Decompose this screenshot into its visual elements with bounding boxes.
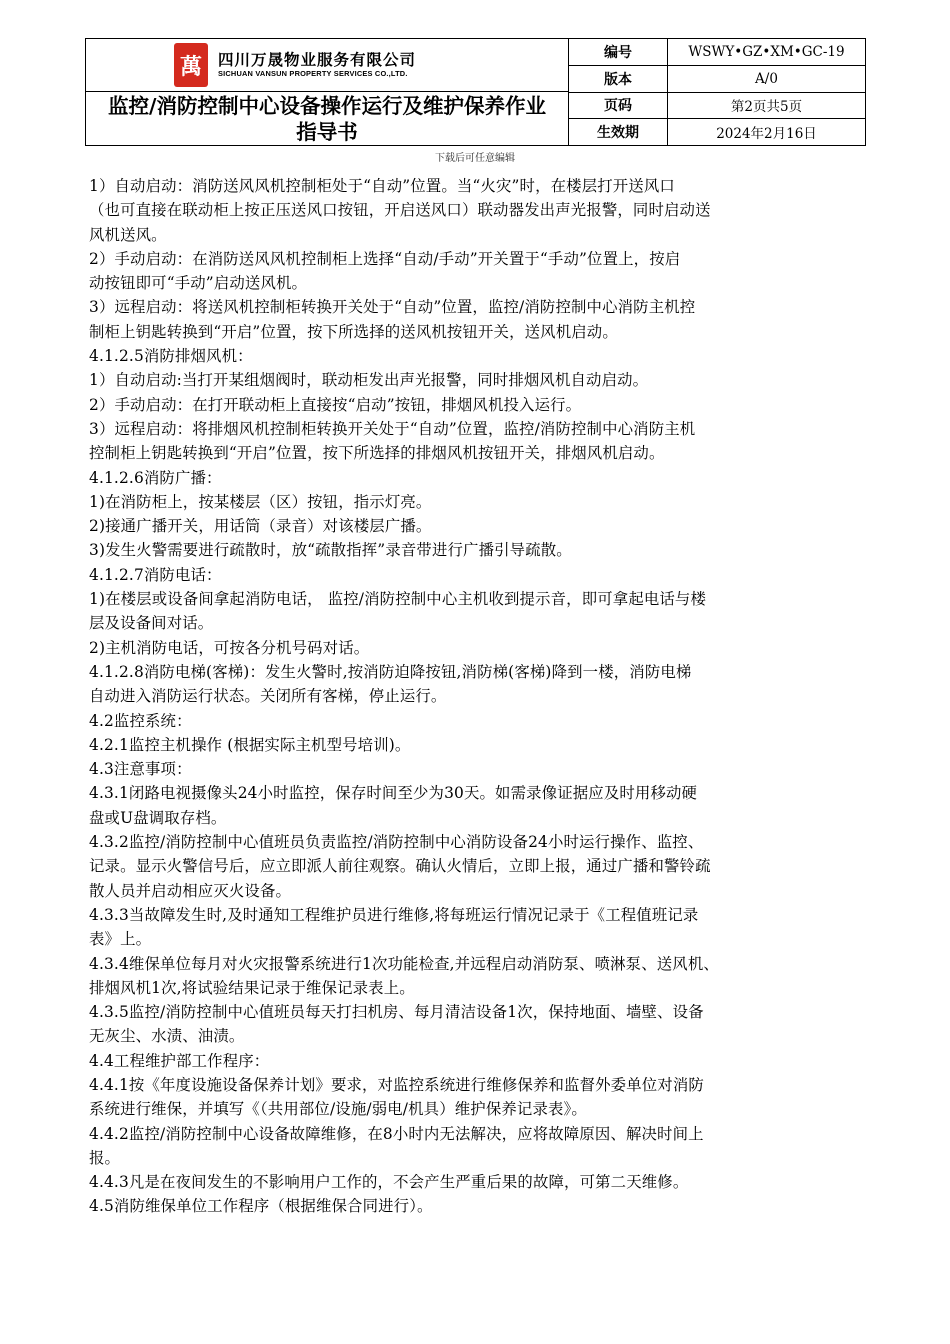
meta-value: 第2页共5页 <box>730 99 803 116</box>
meta-label: 页码 <box>569 93 668 119</box>
body-text-line: 4.3.2监控/消防控制中心值班员负责监控/消防控制中心消防设备24小时运行操作、监控、 <box>89 833 704 852</box>
body-text-line: 4.1.2.6消防广播： <box>89 468 222 487</box>
company-name-en: SICHUAN VANSUN PROPERTY SERVICES CO.,LTD. <box>218 69 408 78</box>
document-header <box>85 38 866 146</box>
body-text-line: 记录。显示火警信号后，应立即派人前往观察。确认火情后，立即上报，通过广播和警铃疏 <box>89 857 711 876</box>
body-text-line: 2)主机消防电话，可按各分机号码对话。 <box>89 638 370 657</box>
company-name-cn: 四川万晟物业服务有限公司 <box>218 51 417 69</box>
body-text-line: 3）远程启动：将排烟风机控制柜转换开关处于“自动”位置，监控/消防控制中心消防主机 <box>89 419 696 438</box>
body-text-line: 风机送风。 <box>89 225 167 244</box>
body-text-line: 表》上。 <box>89 930 152 949</box>
body-text-line: （也可直接在联动柜上按正压送风口按钮，开启送风口）联动器发出声光报警，同时启动送 <box>89 201 711 220</box>
title-row <box>86 92 568 145</box>
body-text-line: 盘或U盘调取存档。 <box>89 808 227 827</box>
body-text-line: 1)在消防柜上，按某楼层（区）按钮，指示灯亮。 <box>89 492 432 511</box>
document-body <box>89 174 861 1219</box>
body-text-line: 2)接通广播开关，用话筒（录音）对该楼层广播。 <box>89 517 432 536</box>
body-text-line: 系统进行维保，并填写《（共用部位/设施/弱电/机具）维护保养记录表》。 <box>89 1100 587 1119</box>
download-note: 下载后可任意编辑 <box>435 153 515 164</box>
body-text-line: 层及设备间对话。 <box>89 614 214 633</box>
body-text-line: 4.4.3凡是在夜间发生的不影响用户工作的，不会产生严重后果的故障，可第二天维修。 <box>89 1173 689 1192</box>
meta-value: A/0 <box>755 70 778 87</box>
body-text-line: 动按钮即可“手动”启动送风机。 <box>89 274 308 293</box>
body-text-line: 4.3注意事项： <box>89 760 192 779</box>
company-logo-icon: 萬 <box>174 43 208 87</box>
meta-value: WSWY•GZ•XM•GC-19 <box>688 43 845 60</box>
body-text-line: 4.2.1监控主机操作 (根据实际主机型号培训)。 <box>89 735 411 754</box>
body-text-line: 3）远程启动：将送风机控制柜转换开关处于“自动”位置，监控/消防控制中心消防主机控 <box>89 298 696 317</box>
body-text-line: 4.4工程维护部工作程序： <box>89 1051 270 1070</box>
meta-row-number <box>569 39 865 66</box>
body-text-line: 4.3.3当故障发生时,及时通知工程维护员进行维修,将每班运行情况记录于《工程值班记录 <box>89 905 699 924</box>
body-text-line: 4.3.5监控/消防控制中心值班员每天打扫机房、每月清洁设备1次，保持地面、墙壁、设备 <box>89 1003 704 1022</box>
body-text-line: 4.4.1按《年度设施设备保养计划》要求，对监控系统进行维修保养和监督外委单位对消防 <box>89 1075 704 1094</box>
body-text-line: 4.3.1闭路电视摄像头24小时监控，保存时间至少为30天。如需录像证据应及时用移动硬 <box>89 784 698 803</box>
company-logo-row <box>86 39 568 92</box>
meta-row-page <box>569 93 865 120</box>
body-text-line: 1）自动启动：消防送风风机控制柜处于“自动”位置。当“火灾”时，在楼层打开送风口 <box>89 177 675 195</box>
body-text-line: 无灰尘、水渍、油渍。 <box>89 1027 245 1046</box>
body-text-line: 1）自动启动:当打开某组烟阀时，联动柜发出声光报警，同时排烟风机自动启动。 <box>89 371 649 390</box>
meta-row-version <box>569 66 865 93</box>
body-text-line: 自动进入消防运行状态。关闭所有客梯，停止运行。 <box>89 687 447 706</box>
body-text-line: 4.3.4维保单位每月对火灾报警系统进行1次功能检查,并远程启动消防泵、喷淋泵、送风机、 <box>89 954 719 973</box>
document-meta-table <box>569 39 865 145</box>
body-text-line: 4.5消防维保单位工作程序（根据维保合同进行）。 <box>89 1197 433 1216</box>
body-text-line: 4.1.2.5消防排烟风机： <box>89 347 253 366</box>
body-text-line: 制柜上钥匙转换到“开启”位置，按下所选择的送风机按钮开关，送风机启动。 <box>89 322 618 341</box>
meta-value: 2024年2月16日 <box>716 126 817 143</box>
body-text-line: 4.1.2.8消防电梯(客梯)：发生火警时,按消防迫降按钮,消防梯(客梯)降到一楼，消防电梯 <box>89 662 692 681</box>
body-text-line: 4.4.2监控/消防控制中心设备故障维修，在8小时内无法解决，应将故障原因、解决时间上 <box>89 1124 704 1143</box>
body-text-line: 2）手动启动：在打开联动柜上直接按“启动”按钮，排烟风机投入运行。 <box>89 395 582 414</box>
meta-label: 生效期 <box>569 119 668 145</box>
company-name <box>218 51 416 79</box>
meta-row-effective-date <box>569 119 865 145</box>
header-left <box>86 39 569 145</box>
body-text-line: 报。 <box>89 1148 121 1167</box>
body-text-line: 4.1.2.7消防电话： <box>89 565 222 584</box>
body-text-line: 3)发生火警需要进行疏散时，放“疏散指挥”录音带进行广播引导疏散。 <box>89 541 572 560</box>
body-text-line: 2）手动启动：在消防送风风机控制柜上选择“自动/手动”开关置于“手动”位置上，按启 <box>89 249 681 268</box>
document-title: 监控/消防控制中心设备操作运行及维护保养作业指导书 <box>108 93 546 144</box>
body-text-line: 控制柜上钥匙转换到“开启”位置，按下所选择的排烟风机按钮开关，排烟风机启动。 <box>89 444 665 463</box>
meta-label: 编号 <box>569 39 668 65</box>
body-text-line: 散人员并启动相应灭火设备。 <box>89 881 292 900</box>
meta-label: 版本 <box>569 66 668 92</box>
body-text-line: 排烟风机1次,将试验结果记录于维保记录表上。 <box>89 978 415 997</box>
body-text-line: 4.2监控系统： <box>89 711 192 730</box>
body-text-line: 1)在楼层或设备间拿起消防电话， 监控/消防控制中心主机收到提示音，即可拿起电话与楼 <box>89 590 707 609</box>
